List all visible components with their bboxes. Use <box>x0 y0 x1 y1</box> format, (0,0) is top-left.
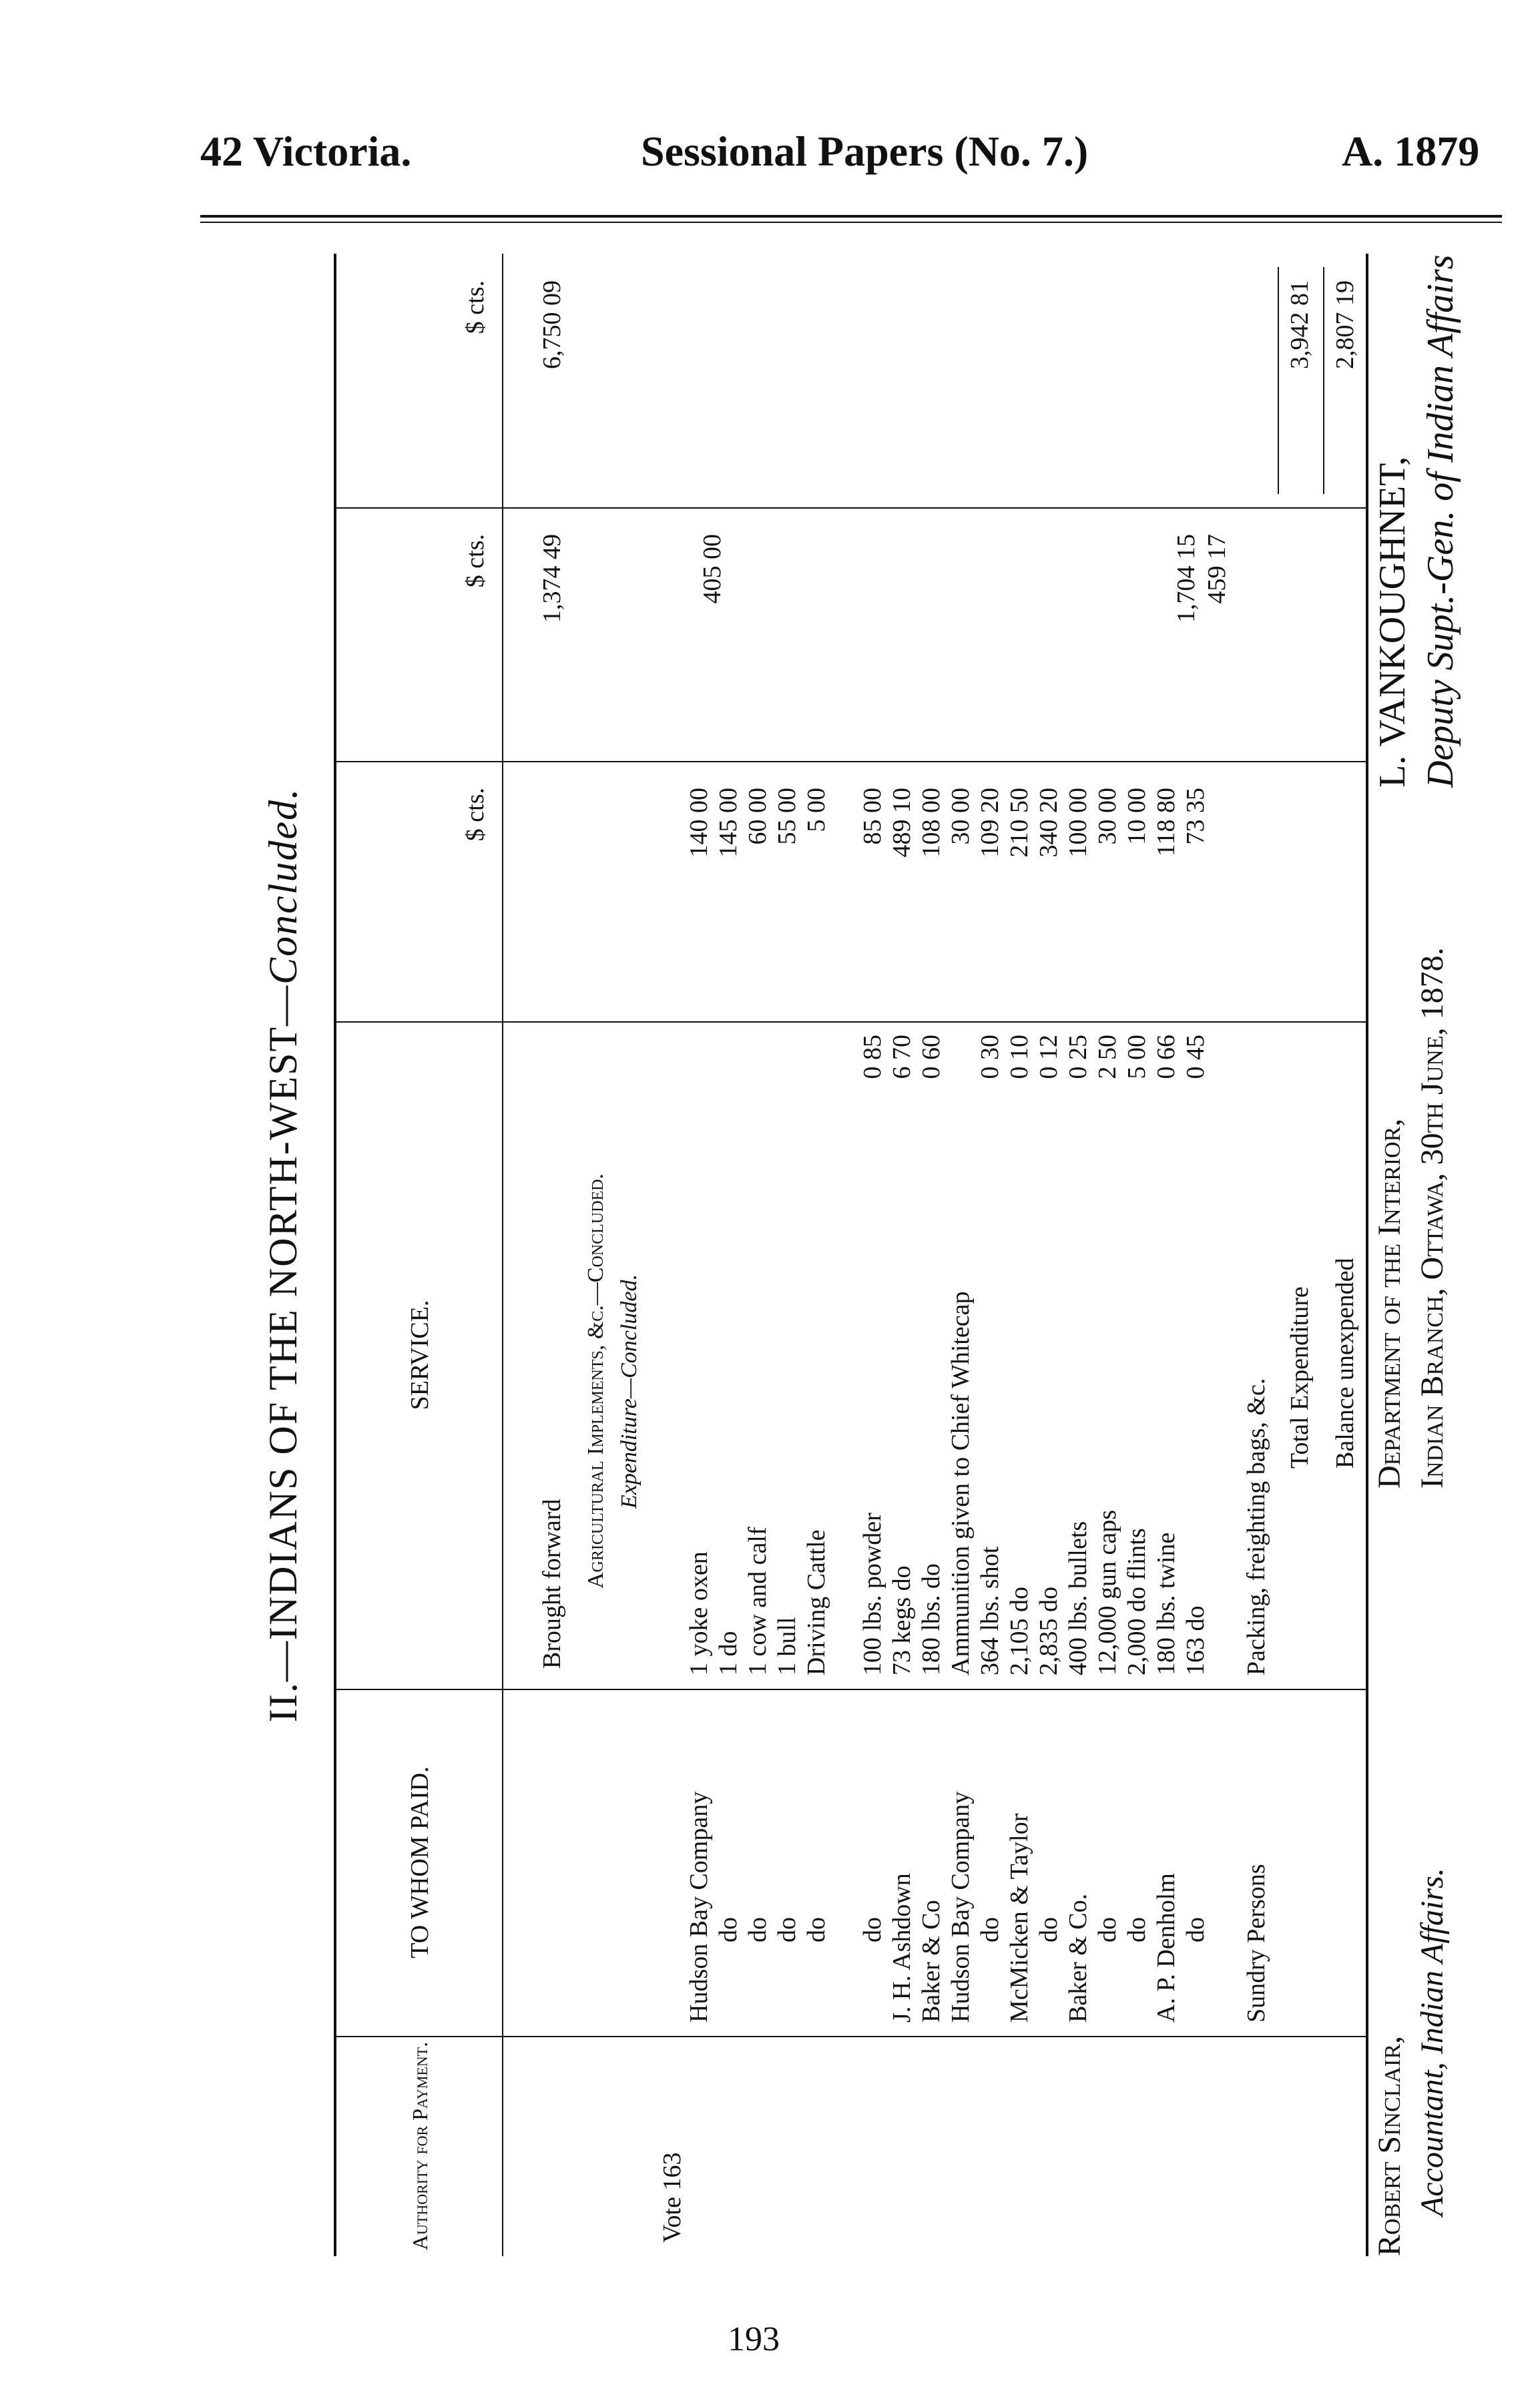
table-header-row <box>336 254 503 2256</box>
row-service: 2,000 do flints <box>1123 1528 1151 1675</box>
row-rate: 0 45 <box>1182 1035 1210 1079</box>
header-service: SERVICE. <box>406 1300 434 1410</box>
row-rate: 0 85 <box>858 1035 886 1079</box>
row-service: 1 do <box>714 1631 742 1675</box>
row-rate: 0 10 <box>1005 1035 1033 1079</box>
row-who: do <box>976 1917 1004 1942</box>
total-rule <box>1278 267 1279 494</box>
row-amount: 30 00 <box>1093 788 1121 845</box>
row-amount: 145 00 <box>714 788 742 858</box>
brought-forward-m2: 1,374 49 <box>538 534 566 623</box>
subtotal-a: 405 00 <box>698 534 726 604</box>
header-right: A. 1879 <box>1342 127 1480 175</box>
row-amount: 60 00 <box>744 788 772 845</box>
row-amount: 100 00 <box>1064 788 1092 858</box>
row-who: do <box>744 1917 772 1942</box>
signature-left <box>1368 1868 1454 2256</box>
header-center: Sessional Papers (No. 7.) <box>641 127 1089 175</box>
row-who: McMicken & Taylor <box>1005 1813 1033 2023</box>
signature-left-name: Robert Sinclair, <box>1372 2036 1407 2256</box>
signature-right-name: L. VANKOUGHNET, <box>1372 456 1413 788</box>
header-to-whom: TO WHOM PAID. <box>406 1766 434 1958</box>
subtotal-b1: 1,704 15 <box>1172 534 1200 623</box>
row-who: do <box>1123 1917 1151 1942</box>
brought-forward-m3: 6,750 09 <box>538 280 566 369</box>
row-amount: 109 20 <box>976 788 1004 858</box>
row-who: do <box>1035 1917 1063 1942</box>
rotated-table-page <box>260 254 1469 2256</box>
row-who: Baker & Co. <box>1064 1893 1092 2023</box>
page-header <box>0 127 1540 187</box>
row-service: 12,000 gun caps <box>1093 1509 1121 1675</box>
row-who: do <box>1093 1917 1121 1942</box>
dept-name: Department of the Interior, <box>1372 1118 1407 1489</box>
row-service: 180 lbs. do <box>917 1563 945 1675</box>
total-expenditure-value: 3,942 81 <box>1286 280 1314 369</box>
signature-dept <box>1368 947 1454 1489</box>
row-amount: 55 00 <box>773 788 801 845</box>
section-subheading: Expenditure—Concluded. <box>617 1274 641 1509</box>
row-who: Hudson Bay Company <box>947 1791 975 2023</box>
row-who: Baker & Co <box>917 1900 945 2023</box>
row-service: Driving Cattle <box>802 1529 830 1675</box>
signature-right <box>1368 255 1465 788</box>
row-service: 1 bull <box>773 1617 801 1675</box>
row-service: Ammunition given to Chief Whitecap <box>947 1291 975 1675</box>
row-who: do <box>714 1917 742 1942</box>
row-who: do <box>858 1917 886 1942</box>
row-service: 2,105 do <box>1005 1587 1033 1675</box>
section-heading: Agricultural Implements, &c.—Concluded. <box>583 1173 608 1589</box>
subtotal-b2: 459 17 <box>1203 534 1231 604</box>
row-amount: 340 20 <box>1035 788 1063 858</box>
row-amount: 10 00 <box>1123 788 1151 845</box>
total-expenditure-label: Total Expenditure <box>1286 1286 1314 1469</box>
signature-right-title: Deputy Supt.-Gen. of Indian Affairs <box>1420 254 1461 788</box>
row-rate: 0 66 <box>1152 1035 1180 1079</box>
vote-label: Vote 163 <box>658 2152 686 2243</box>
row-amount: 30 00 <box>947 788 975 845</box>
header-left: 42 Victoria. <box>200 127 412 175</box>
accounts-table <box>334 254 1368 2256</box>
row-service: 163 do <box>1182 1605 1210 1675</box>
balance-label: Balance unexpended <box>1331 1258 1359 1469</box>
signature-left-title: Accountant, Indian Affairs. <box>1415 1868 1450 2216</box>
row-rate: 0 30 <box>976 1035 1004 1079</box>
row-service: 400 lbs. bullets <box>1064 1521 1092 1675</box>
row-who: J. H. Ashdown <box>888 1873 916 2023</box>
row-service: 100 lbs. powder <box>858 1513 886 1675</box>
row-service: 1 yoke oxen <box>685 1551 713 1675</box>
row-amount: 108 00 <box>917 788 945 858</box>
header-money-3: $ cts. <box>461 280 489 334</box>
page-number: 193 <box>728 2320 780 2358</box>
row-amount: 73 35 <box>1182 788 1210 845</box>
row-service: 364 lbs. shot <box>976 1546 1004 1675</box>
row-rate: 6 70 <box>888 1035 916 1079</box>
row-rate: 0 60 <box>917 1035 945 1079</box>
row-who: do <box>802 1917 830 1942</box>
row-service: 73 kegs do <box>888 1565 916 1675</box>
table-title: II.—INDIANS OF THE NORTH-WEST—Concluded. <box>261 787 305 1723</box>
row-amount: 210 50 <box>1005 788 1033 858</box>
header-authority: Authority for Payment. <box>407 2041 432 2251</box>
row-service: 180 lbs. twine <box>1152 1532 1180 1675</box>
header-rule-thin <box>200 222 1502 223</box>
brought-forward-label: Brought forward <box>538 1499 566 1669</box>
header-money-1: $ cts. <box>461 788 489 842</box>
balance-rule <box>1323 267 1324 494</box>
row-rate: 0 12 <box>1035 1035 1063 1079</box>
row-rate: 0 25 <box>1064 1035 1092 1079</box>
header-money-2: $ cts. <box>461 534 489 588</box>
row-amount: 140 00 <box>685 788 713 858</box>
row-who: do <box>773 1917 801 1942</box>
row-rate: 2 50 <box>1093 1035 1121 1079</box>
row-rate: 5 00 <box>1123 1035 1151 1079</box>
row-amount: 489 10 <box>888 788 916 858</box>
row-who: Hudson Bay Company <box>685 1791 713 2023</box>
header-rule <box>200 215 1502 218</box>
row-service: 2,835 do <box>1035 1587 1063 1675</box>
balance-value: 2,807 19 <box>1331 280 1359 369</box>
branch-date: Indian Branch, Ottawa, 30th June, 1878. <box>1415 947 1450 1489</box>
row-who: do <box>1182 1917 1210 1942</box>
row-service: 1 cow and calf <box>744 1527 772 1675</box>
sundry-service: Packing, freighting bags, &c. <box>1242 1378 1270 1675</box>
sundry-who: Sundry Persons <box>1242 1864 1270 2023</box>
row-who: A. P. Denholm <box>1152 1873 1180 2023</box>
row-amount: 118 80 <box>1152 788 1180 857</box>
row-amount: 5 00 <box>802 788 830 832</box>
row-amount: 85 00 <box>858 788 886 845</box>
